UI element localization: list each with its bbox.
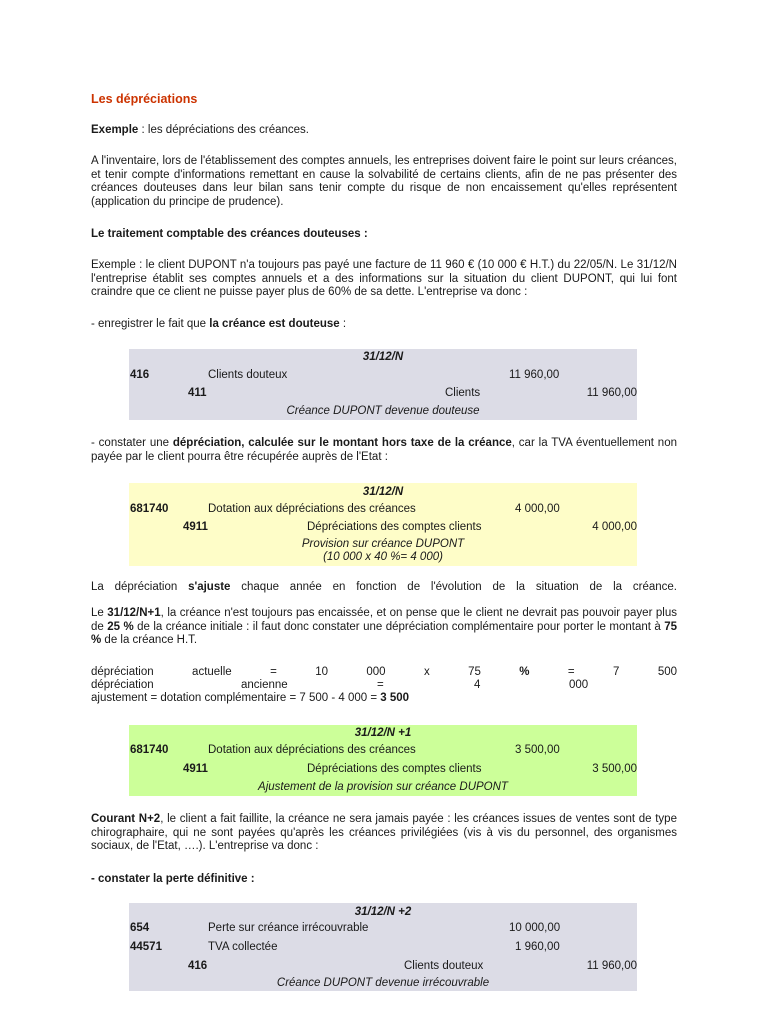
entry4-memo: Créance DUPONT devenue irrécouvrable — [276, 977, 490, 989]
entry1-credit-label: Clients — [445, 387, 481, 399]
entry2-date: 31/12/N — [362, 486, 404, 498]
entry3-debit-label: Dotation aux dépréciations des créances — [208, 744, 416, 756]
entry4-credit-amount: 11 960,00 — [586, 960, 637, 972]
step3-line: - constater la perte définitive : — [91, 873, 255, 885]
n1-mid2: de la créance initiale : il faut donc constater une dépréciation complémentaire pour porter le montant à — [133, 620, 665, 633]
entry2-debit-amount: 4 000,00 — [515, 503, 560, 515]
n1-paragraph — [91, 607, 677, 648]
entry1-date: 31/12/N — [362, 351, 404, 363]
entry4-credit-label: Clients douteux — [404, 960, 484, 972]
page-title: Les dépréciations — [91, 92, 198, 106]
entry2-debit-label: Dotation aux dépréciations des créances — [208, 503, 416, 515]
calc-word: 10 — [315, 666, 328, 678]
entry3-credit-label: Dépréciations des comptes clients — [307, 763, 482, 775]
n1-suffix: de la créance H.T. — [101, 634, 198, 646]
n1-bold1: 31/12/N+1 — [107, 607, 161, 619]
entry1-credit-account: 411 — [188, 387, 207, 399]
entry1-debit-amount: 11 960,00 — [509, 369, 560, 381]
entry2-memo2: (10 000 x 40 %= 4 000) — [323, 551, 443, 563]
section-heading: Le traitement comptable des créances douteuses : — [91, 228, 368, 240]
example-paragraph: Exemple : le client DUPONT n'a toujours pas payé une facture de 11 960 € (10 000 € H.T.) du 22/05/N. Le 31/12/N l'entreprise établit ses comptes annuels et a des informations sur la situation du client DUPONT, qui lui font craindre que ce client ne puisse payer plus de 60% de sa dette. L'entreprise va donc : — [91, 259, 677, 298]
entry3-credit-amount: 3 500,00 — [592, 763, 637, 775]
n1-mid1: , la créance n'est toujours pas encaissée, et on pense que le client ne devrait pas pouvoir payer plus de — [91, 607, 677, 633]
calc-line3-result: 3 500 — [380, 692, 410, 704]
calc-word: actuelle — [192, 666, 232, 678]
calc-line3-prefix: ajustement = dotation complémentaire = 7 500 - 4 000 = — [91, 692, 381, 704]
step1-suffix: : — [339, 318, 347, 330]
entry4-date: 31/12/N +2 — [354, 906, 412, 918]
calc-word: dépréciation — [91, 679, 154, 691]
calc-word: = — [567, 666, 575, 678]
calc-word: ancienne — [241, 679, 288, 691]
n1-bold2: 25 % — [107, 620, 134, 633]
calc-word: 500 — [657, 666, 677, 678]
journal-entry-2 — [129, 483, 637, 566]
calc-line-2 — [91, 679, 677, 693]
n2-bold: Courant N+2 — [91, 813, 161, 825]
calc-word: dépréciation — [91, 666, 154, 678]
journal-entry-3 — [129, 725, 637, 796]
calc-word: 7 — [613, 666, 620, 678]
step1-line — [91, 318, 346, 330]
adjust-paragraph — [91, 581, 677, 595]
step1-prefix: - enregistrer le fait que — [91, 318, 210, 330]
calc-line-3 — [91, 692, 409, 704]
entry3-memo: Ajustement de la provision sur créance DUPONT — [258, 781, 508, 793]
n2-paragraph — [91, 813, 677, 854]
step2-suffix: , car la TVA éventuellement non payée par le client pourra être récupérée auprès de l'Etat : — [91, 437, 677, 463]
entry2-debit-account: 681740 — [130, 503, 169, 515]
step2-paragraph — [91, 437, 677, 464]
entry3-date: 31/12/N +1 — [354, 727, 412, 739]
calc-word: 75 — [468, 666, 481, 678]
n1-prefix: Le — [91, 607, 108, 619]
entry3-credit-account: 4911 — [183, 763, 208, 775]
entry2-credit-account: 4911 — [183, 521, 208, 533]
n2-text: , le client a fait faillite, la créance ne sera jamais payée : les créances issues de ventes sont de type chirographaire, qui ne sont payées qu'après les créances privilégiées (vis à vis du personnel, des organismes sociaux, de l'Etat, ….). L'entreprise va donc : — [91, 813, 677, 852]
entry1-memo: Créance DUPONT devenue douteuse — [286, 405, 480, 417]
adjust-suffix: chaque année en fonction de l'évolution de la situation de la créance. — [230, 581, 677, 593]
entry4-debit2-amount: 1 960,00 — [515, 941, 560, 953]
step2-prefix: - constater une — [91, 437, 173, 449]
entry2-credit-amount: 4 000,00 — [592, 521, 637, 533]
entry3-debit-amount: 3 500,00 — [515, 744, 560, 756]
step2-bold: dépréciation, calculée sur le montant hors taxe de la créance — [172, 437, 512, 449]
step1-bold: la créance est douteuse — [209, 318, 340, 330]
entry4-debit2-label: TVA collectée — [208, 941, 278, 953]
calc-word: 000 — [366, 666, 386, 678]
intro-paragraph: A l'inventaire, lors de l'établissement des comptes annuels, les entreprises doivent faire le point sur leurs créances, et tenir compte d'informations remettant en cause la solvabilité de certains clients, afin de ne pas présenter des créances douteuses dans leur bilan sans tenir compte du risque de non encaissement qu'elles représentent (application du principe de prudence). — [91, 155, 677, 208]
entry3-debit-account: 681740 — [130, 744, 169, 756]
calc-word: x — [423, 666, 430, 678]
entry4-credit-account: 416 — [188, 960, 208, 972]
entry2-memo1: Provision sur créance DUPONT — [301, 538, 465, 550]
entry2-credit-label: Dépréciations des comptes clients — [307, 521, 482, 533]
calc-word: = — [377, 679, 384, 691]
adjust-bold: s'ajuste — [188, 581, 231, 593]
journal-entry-1 — [129, 349, 637, 420]
entry1-credit-amount: 11 960,00 — [586, 387, 637, 399]
calc-word: 4 — [474, 679, 481, 691]
calc-word: % — [519, 666, 530, 678]
exemple-line — [91, 124, 309, 136]
calc-word: 000 — [569, 679, 589, 691]
adjust-prefix: La dépréciation — [91, 581, 189, 593]
exemple-text: : les dépréciations des créances. — [138, 124, 309, 136]
n1-bold3: 75 % — [91, 620, 677, 646]
entry4-debit1-label: Perte sur créance irrécouvrable — [208, 922, 369, 934]
calc-line-1 — [91, 666, 677, 680]
entry4-debit1-account: 654 — [130, 922, 150, 934]
entry4-debit1-amount: 10 000,00 — [509, 922, 561, 934]
calc-word: = — [270, 666, 277, 678]
exemple-label: Exemple — [91, 124, 139, 136]
entry1-debit-account: 416 — [130, 369, 150, 381]
entry1-debit-label: Clients douteux — [208, 369, 288, 381]
journal-entry-4 — [129, 903, 637, 991]
entry4-debit2-account: 44571 — [130, 941, 162, 953]
